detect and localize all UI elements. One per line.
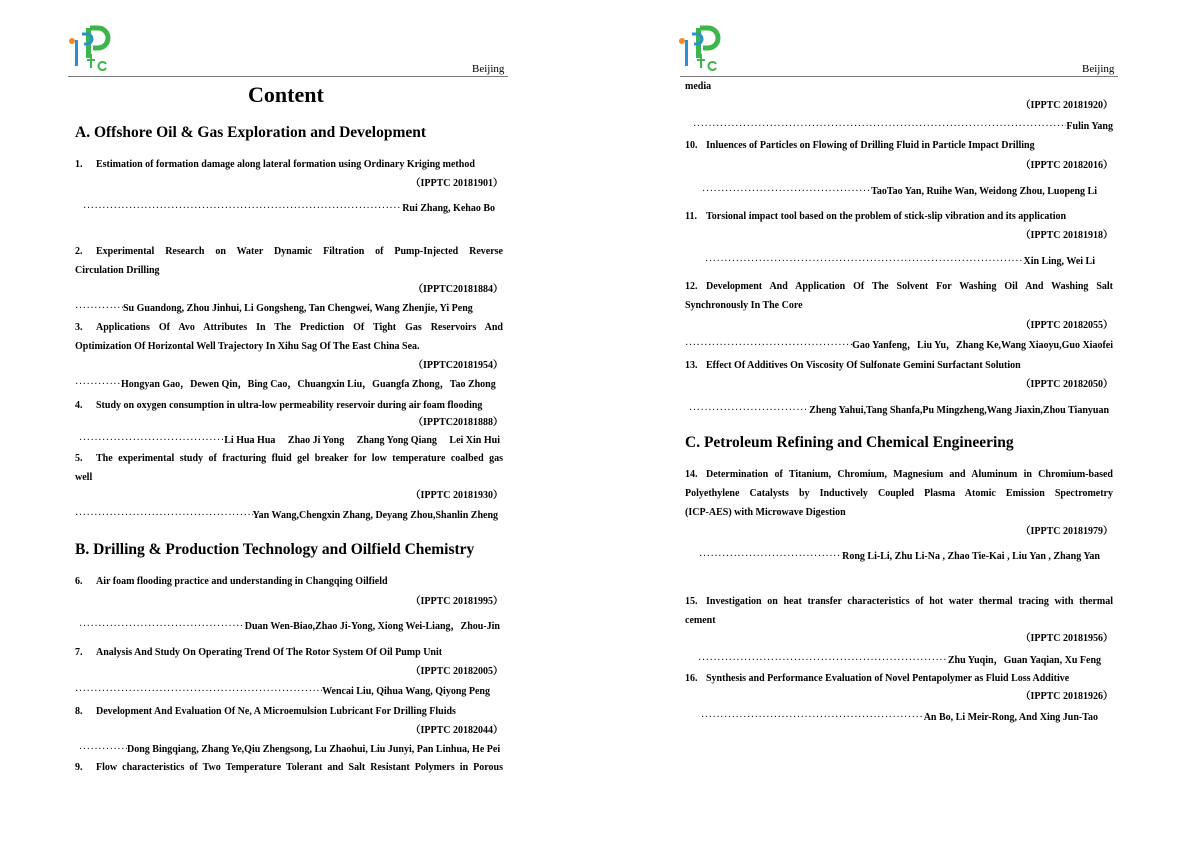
header-rule (68, 76, 508, 77)
entry-5-authors: ····· Yan Wang,Chengxin Zhang, Deyang Zhou,Shanlin Zheng (75, 511, 498, 521)
entry-9-title-cont: media (685, 81, 712, 92)
entry-15-code: （IPPTC 20181956） (1020, 633, 1113, 644)
entry-6-code: （IPPTC 20181995） (410, 596, 503, 607)
entry-2-code: （IPPTC20181884） (413, 284, 503, 295)
entry-4-code: （IPPTC20181888） (413, 417, 503, 428)
entry-13-code: （IPPTC 20182050） (1020, 379, 1113, 390)
entry-13-authors: ····· Zheng Yahui,Tang Shanfa,Pu Mingzheng,Wang Jiaxin,Zhou Tianyuan (689, 406, 1109, 416)
entry-11-code: （IPPTC 20181918） (1020, 230, 1113, 241)
entry-10-title: 10. Inluences of Particles on Flowing of Drilling Fluid in Particle Impact Drilling (685, 140, 1035, 151)
entry-12-title-cont: Synchronously In The Core (685, 300, 803, 311)
entry-3-code: （IPPTC20181954） (413, 360, 503, 371)
entry-5-title-cont: well (75, 472, 93, 483)
entry-8-title: 8. Development And Evaluation Of Ne, A Microemulsion Lubricant For Drilling Fluids (75, 706, 456, 717)
entry-5-title: 5. The experimental study of fracturing fluid gel breaker for low temperature coalbed gas (75, 453, 503, 464)
entry-9-code: （IPPTC 20181920） (1020, 100, 1113, 111)
entry-1-authors: ····· Rui Zhang, Kehao Bo (83, 204, 495, 214)
entry-16-authors: ····· An Bo, Li Meir-Rong, And Xing Jun-Tao (701, 713, 1098, 723)
header-rule (680, 76, 1118, 77)
entry-12-authors: ····· Gao Yanfeng，Liu Yu，Zhang Ke,Wang Xiaoyu,Guo Xiaofei (685, 341, 1113, 351)
entry-5-code: （IPPTC 20181930） (410, 490, 503, 501)
entry-1-code: （IPPTC 20181901） (410, 178, 503, 189)
entry-15-title-cont: cement (685, 615, 716, 626)
entry-6-authors: ····· Duan Wen-Biao,Zhao Ji-Yong, Xiong Wei-Liang，Zhou-Jin (79, 622, 500, 632)
section-heading-c: C. Petroleum Refining and Chemical Engineering (685, 434, 1014, 451)
entry-15-authors: ····· Zhu Yuqin，Guan Yaqian, Xu Feng (698, 656, 1101, 666)
entry-11-authors: ····· Xin Ling, Wei Li (705, 257, 1095, 267)
ipptc-logo (68, 24, 114, 72)
entry-16-code: （IPPTC 20181926） (1020, 691, 1113, 702)
entry-1-title: 1. Estimation of formation damage along lateral formation using Ordinary Kriging method (75, 159, 475, 170)
entry-12-code: （IPPTC 20182055） (1020, 320, 1113, 331)
entry-8-code: （IPPTC 20182044） (410, 725, 503, 736)
header-city: Beijing (472, 63, 505, 75)
entry-3-title: 3. Applications Of Avo Attributes In The Prediction Of Tight Gas Reservoirs And (75, 322, 503, 333)
entry-12-title: 12. Development And Application Of The Solvent For Washing Oil And Washing Salt (685, 281, 1113, 292)
section-heading-b: B. Drilling & Production Technology and Oilfield Chemistry (75, 541, 475, 558)
entry-11-title: 11. Torsional impact tool based on the problem of stick-slip vibration and its application (685, 211, 1067, 222)
entry-3-title-cont: Optimization Of Horizontal Well Trajectory In Xihu Sag Of The East China Sea. (75, 341, 420, 352)
entry-14-authors: ····· Rong Li-Li, Zhu Li-Na , Zhao Tie-Kai , Liu Yan , Zhang Yan (699, 552, 1100, 562)
entry-14-title-cont: Polyethylene Catalysts by Inductively Coupled Plasma Atomic Emission Spectrometry (685, 488, 1113, 499)
header-city: Beijing (1082, 63, 1115, 75)
entry-7-authors: ····· Wencai Liu, Qihua Wang, Qiyong Peng (75, 687, 490, 697)
entry-2-title: 2. Experimental Research on Water Dynamic Filtration of Pump-Injected Reverse (75, 246, 503, 257)
entry-9-authors: ····· Fulin Yang (693, 122, 1113, 132)
entry-14-title: 14. Determination of Titanium, Chromium, Magnesium and Aluminum in Chromium-based (685, 469, 1113, 480)
entry-2-authors: ····· Su Guandong, Zhou Jinhui, Li Gongsheng, Tan Chengwei, Wang Zhenjie, Yi Peng (75, 304, 492, 314)
entry-10-code: （IPPTC 20182016） (1020, 160, 1113, 171)
entry-10-authors: ····· TaoTao Yan, Ruihe Wan, Weidong Zhou, Luopeng Li (702, 187, 1097, 197)
ipptc-logo (678, 24, 724, 72)
entry-13-title: 13. Effect Of Additives On Viscosity Of Sulfonate Gemini Surfactant Solution (685, 360, 1021, 371)
page-title: Content (248, 82, 324, 107)
entry-16-title: 16. Synthesis and Performance Evaluation of Novel Pentapolymer as Fluid Loss Additive (685, 673, 1070, 684)
entry-15-title: 15. Investigation on heat transfer characteristics of hot water thermal tracing with thermal (685, 596, 1113, 607)
entry-4-title: 4. Study on oxygen consumption in ultra-low permeability reservoir during air foam flooding (75, 400, 483, 411)
entry-9-title: 9. Flow characteristics of Two Temperature Tolerant and Salt Resistant Polymers in Porous (75, 762, 503, 773)
section-heading-a: A. Offshore Oil & Gas Exploration and Development (75, 124, 427, 141)
entry-7-code: （IPPTC 20182005） (410, 666, 503, 677)
entry-7-title: 7. Analysis And Study On Operating Trend Of The Rotor System Of Oil Pump Unit (75, 647, 443, 658)
entry-6-title: 6. Air foam flooding practice and understanding in Changqing Oilfield (75, 576, 388, 587)
entry-4-authors: ····· Li Hua Hua Zhao Ji Yong Zhang Yong Qiang Lei Xin Hui (79, 436, 500, 446)
entry-8-authors: ····· Dong Bingqiang, Zhang Ye,Qiu Zhengsong, Lu Zhaohui, Liu Junyi, Pan Linhua, He Pei (79, 745, 499, 755)
entry-3-authors: ····· Hongyan Gao，Dewen Qin，Bing Cao，Chuangxin Liu，Guangfa Zhong，Tao Zhong (75, 380, 503, 390)
entry-2-title-cont: Circulation Drilling (75, 265, 160, 276)
entry-14-title-cont2: (ICP-AES) with Microwave Digestion (685, 507, 846, 518)
entry-14-code: （IPPTC 20181979） (1020, 526, 1113, 537)
